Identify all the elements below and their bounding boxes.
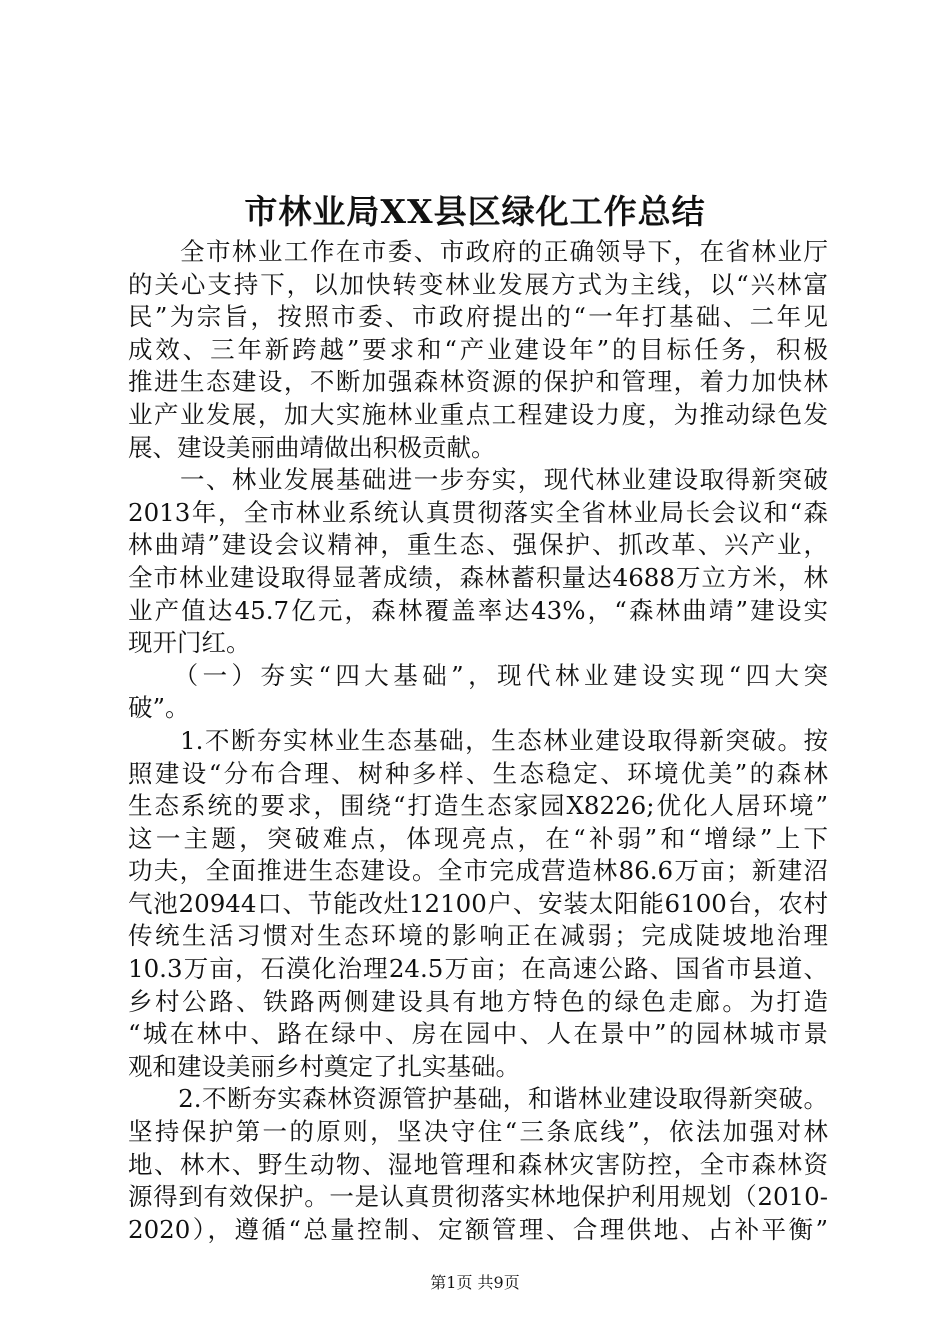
text-line: 生态系统的要求，围绕“打造生态家园X8226;优化人居环境” — [128, 791, 828, 821]
text-line: 推进生态建设，不断加强森林资源的保护和管理，着力加快林 — [128, 367, 828, 397]
text-line: 乡村公路、铁路两侧建设具有地方特色的绿色走廊。为打造 — [128, 986, 828, 1016]
text-line: 2013年，全市林业系统认真贯彻落实全省林业局长会议和“森 — [128, 497, 828, 527]
text-line: 传统生活习惯对生态环境的影响正在减弱；完成陡坡地治理 — [128, 921, 828, 951]
text-line: 一、林业发展基础进一步夯实，现代林业建设取得新突破 — [128, 465, 828, 495]
text-line: 观和建设美丽乡村奠定了扎实基础。 — [128, 1051, 520, 1081]
text-line: 照建设“分布合理、树种多样、生态稳定、环境优美”的森林 — [128, 758, 828, 788]
text-line: 1.不断夯实林业生态基础，生态林业建设取得新突破。按 — [128, 725, 828, 755]
text-line: 全市林业工作在市委、市政府的正确领导下，在省林业厅 — [128, 237, 828, 266]
text-line: 气池20944口、节能改灶12100户、安装太阳能6100台，农村 — [128, 888, 828, 918]
text-line: 全市林业建设取得显著成绩，森林蓄积量达4688万立方米，林 — [128, 562, 828, 592]
document-title: 市林业局XX县区绿化工作总结 — [244, 192, 706, 231]
text-line: 的关心支持下，以加快转变林业发展方式为主线，以“兴林富 — [128, 269, 828, 299]
text-line: （一）夯实“四大基础”，现代林业建设实现“四大突 — [128, 660, 828, 690]
text-line: 2020），遵循“总量控制、定额管理、合理供地、占补平衡” — [128, 1214, 828, 1244]
text-line: 展、建设美丽曲靖做出积极贡献。 — [128, 432, 496, 462]
text-line: 2.不断夯实森林资源管护基础，和谐林业建设取得新突破。 — [128, 1084, 828, 1114]
text-line: 破”。 — [128, 693, 190, 723]
text-line: 民”为宗旨，按照市委、市政府提出的“一年打基础、二年见 — [128, 302, 828, 332]
text-line: 坚持保护第一的原则，坚决守住“三条底线”，依法加强对林 — [128, 1117, 828, 1147]
text-line: 现开门红。 — [128, 628, 251, 658]
text-line: 林曲靖”建设会议精神，重生态、强保护、抓改革、兴产业， — [128, 530, 828, 560]
text-line: 业产值达45.7亿元，森林覆盖率达43%，“森林曲靖”建设实 — [128, 595, 828, 625]
page-footer: 第1页 共9页 — [430, 1273, 520, 1292]
text-line: “城在林中、路在绿中、房在园中、人在景中”的园林城市景 — [128, 1019, 828, 1049]
text-line: 成效、三年新跨越”要求和“产业建设年”的目标任务，积极 — [128, 334, 828, 364]
text-line: 地、林木、野生动物、湿地管理和森林灾害防控，全市森林资 — [128, 1149, 828, 1179]
text-line: 这一主题，突破难点，体现亮点，在“补弱”和“增绿”上下 — [128, 823, 828, 853]
text-line: 业产业发展，加大实施林业重点工程建设力度，为推动绿色发 — [128, 399, 828, 429]
document-body — [128, 236, 828, 1246]
text-line: 功夫，全面推进生态建设。全市完成营造林86.6万亩；新建沼 — [128, 856, 828, 886]
text-line: 10.3万亩，石漠化治理24.5万亩；在高速公路、国省市县道、 — [128, 954, 828, 984]
text-line: 源得到有效保护。一是认真贯彻落实林地保护利用规划（2010- — [128, 1182, 828, 1212]
